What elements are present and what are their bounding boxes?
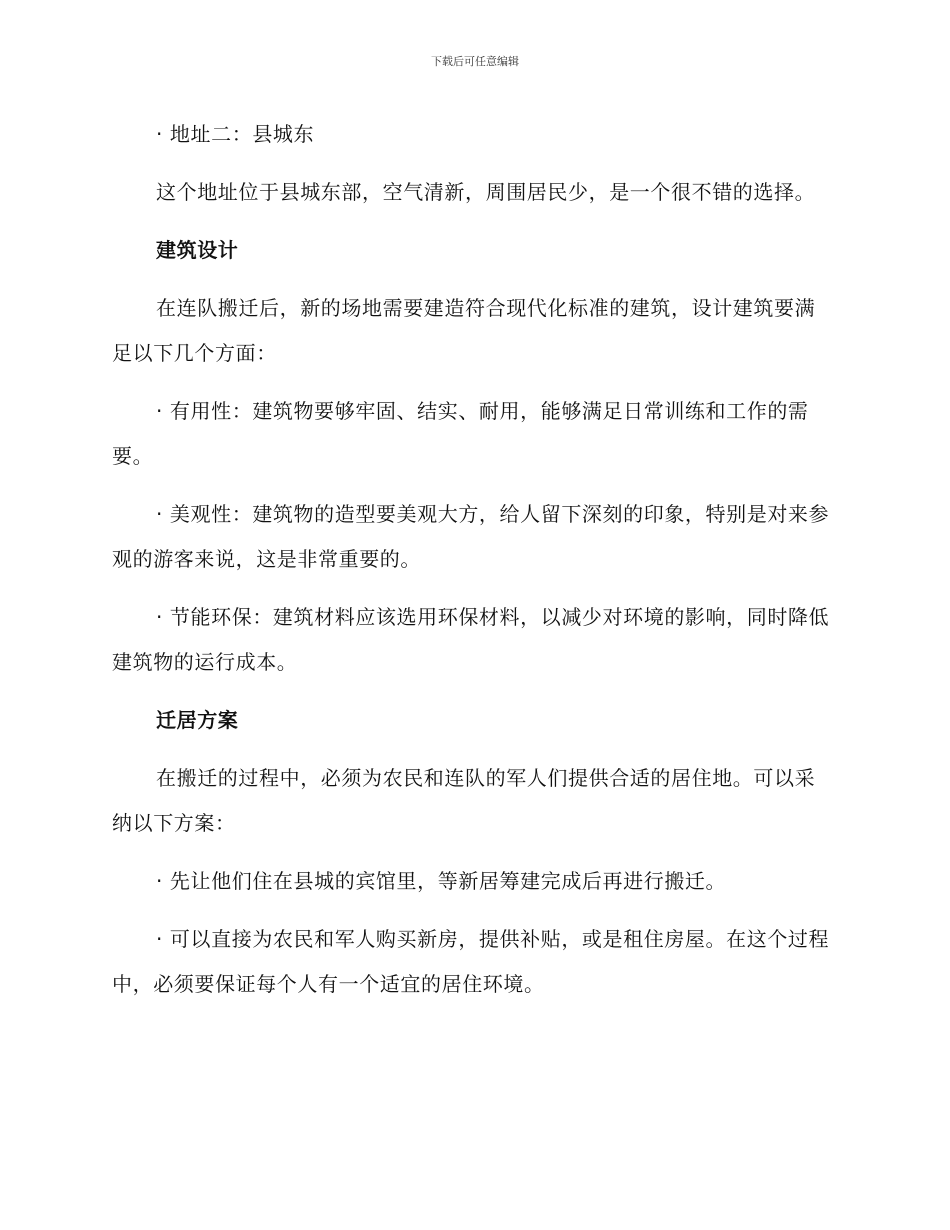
bullet-address-two: · 地址二：县城东: [156, 122, 315, 146]
document-body: [112, 112, 832, 1007]
bullet-usefulness: · 有用性：建筑物要够牢固、结实、耐用，能够满足日常训练和工作的需要。: [112, 399, 809, 468]
relocation-intro: 在搬迁的过程中，必须为农民和连队的军人们提供合适的居住地。可以采纳以下方案：: [112, 766, 816, 835]
address-two-description: 这个地址位于县城东部，空气清新，周围居民少，是一个很不错的选择。: [156, 180, 816, 204]
bullet-aesthetics: · 美观性：建筑物的造型要美观大方，给人留下深刻的印象，特别是对来参观的游客来说，这是非常重要的。: [112, 502, 830, 571]
bullet-purchase-housing: · 可以直接为农民和军人购买新房，提供补贴，或是租住房屋。在这个过程中，必须要保证每个人有一个适宜的居住环境。: [112, 927, 830, 996]
bullet-hotel-stay: · 先让他们住在县城的宾馆里，等新居筹建完成后再进行搬迁。: [156, 869, 727, 893]
architecture-intro: 在连队搬迁后，新的场地需要建造符合现代化标准的建筑，设计建筑要满足以下几个方面：: [112, 296, 816, 365]
section-heading-architecture: 建筑设计: [156, 238, 239, 262]
section-heading-relocation: 迁居方案: [156, 708, 239, 732]
page-header: 下载后可任意编辑: [431, 55, 519, 68]
bullet-energy-saving: · 节能环保：建筑材料应该选用环保材料，以减少对环境的影响，同时降低建筑物的运行成本。: [112, 605, 830, 674]
